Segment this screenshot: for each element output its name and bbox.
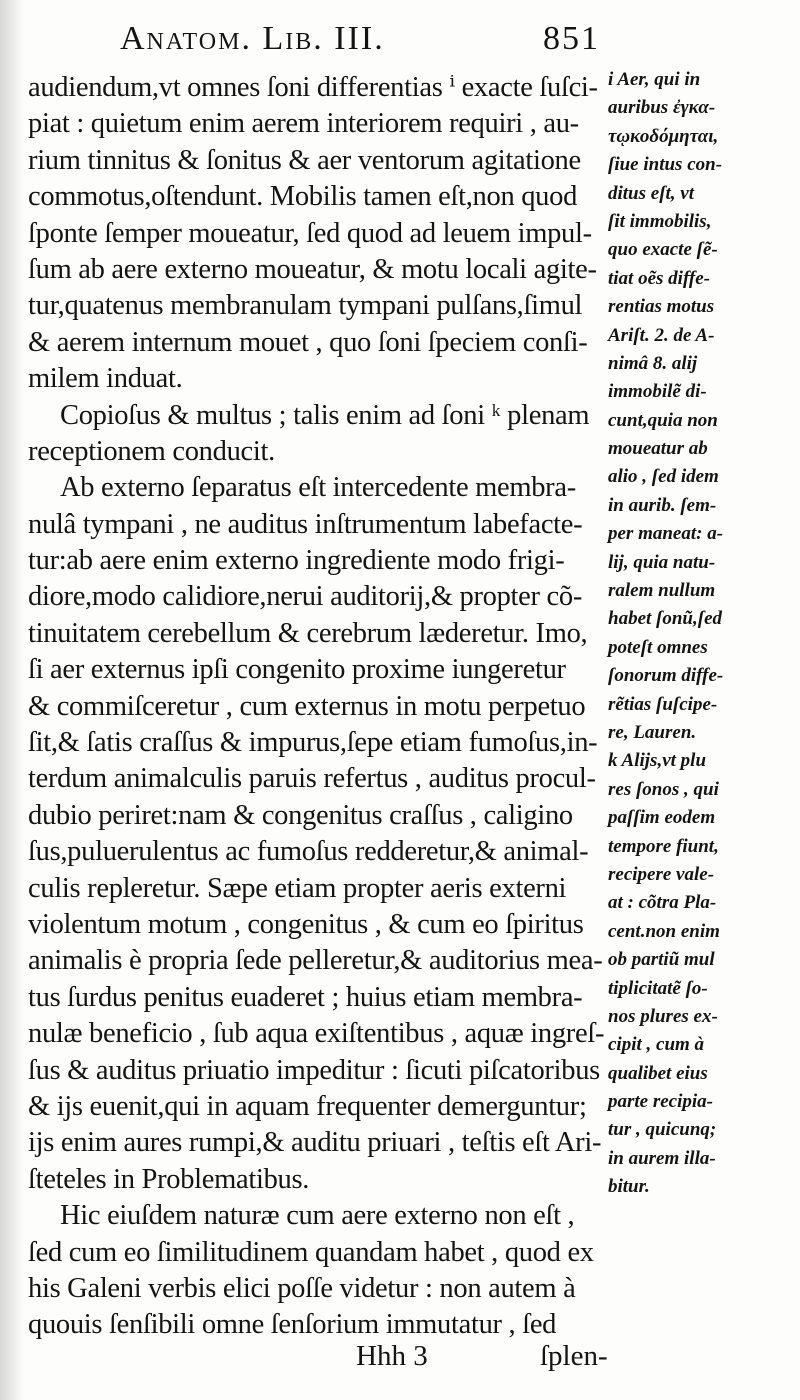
marginal-note-line: tur , quicunq;	[608, 1119, 717, 1141]
text-line: tur:ab aere enim externo ingrediente modo frigi-	[28, 545, 565, 577]
marginal-note-line: cunt,quia non	[608, 409, 718, 431]
marginal-note-line: tiat oẽs diffe-	[608, 267, 711, 289]
text-line: ſum ab aere externo moueatur, & motu locali agite-	[28, 253, 597, 285]
marginal-note-line: per maneat: a-	[608, 523, 724, 545]
text-line: ſus & auditus priuatio impeditur : ſicuti piſcatoribus	[28, 1054, 600, 1086]
page-number: 851	[543, 20, 600, 57]
marginal-note-line: in aurib. ſem-	[608, 494, 717, 516]
marginal-note-line: τῳκοδόμηται,	[608, 125, 719, 147]
text-line: diore,modo calidiore,nerui auditorij,& propter cõ-	[28, 581, 583, 613]
marginal-note-line: recipere vale-	[608, 863, 715, 885]
marginal-note-line: ditus eſt, vt	[608, 182, 695, 204]
text-line: audiendum,vt omnes ſoni differentias ⁱ exacte ſuſci-	[28, 72, 598, 103]
marginal-note-line: poteſt omnes	[608, 636, 708, 658]
text-line: rium tinnitus & ſonitus & aer ventorum agitatione	[28, 144, 581, 176]
page-footer	[340, 1340, 640, 1380]
marginal-note-line: ſit immobilis,	[608, 210, 712, 232]
gutter-shadow	[0, 0, 24, 1400]
text-line: his Galeni verbis elici poſſe videtur : non autem à	[28, 1272, 576, 1304]
text-line: ſit,& ſatis craſſus & impurus,ſepe etiam fumoſus,in-	[28, 727, 598, 759]
marginal-note-line: i Aer, qui in	[608, 69, 701, 90]
marginal-note-line: ob partiũ mul	[608, 949, 715, 971]
marginal-note-line: auribus ἐγκα-	[608, 97, 716, 119]
marginal-note-line: tiplicitatẽ ſo-	[608, 977, 708, 999]
page-header	[120, 20, 600, 70]
marginal-note-line: Ariſt. 2. de A-	[608, 324, 715, 346]
text-line: dubio periret:nam & congenitus craſſus , caligino	[28, 799, 573, 831]
text-line: tur,quatenus membranulam tympani pulſans,ſimul	[28, 290, 583, 322]
text-line: & aerem internum mouet , quo ſoni ſpeciem conſi-	[28, 326, 588, 358]
marginal-note-line: rentias motus	[608, 296, 715, 318]
marginal-note-line: qualibet eius	[608, 1062, 708, 1084]
marginal-note-line: moueatur ab	[608, 438, 708, 460]
text-line: nulæ beneficio , ſub aqua exiſtentibus , aquæ ingreſ-	[28, 1018, 605, 1050]
marginal-note-line: nos plures ex-	[608, 1005, 718, 1027]
signature-mark: Hhh 3	[356, 1340, 428, 1372]
text-line: ſi aer externus ipſi congenito proxime iungeretur	[28, 654, 566, 686]
marginal-note-line: ralem nullum	[608, 580, 716, 602]
marginal-note-line: tempore fiunt,	[608, 835, 719, 857]
text-line: ſus,puluerulentus ac fumoſus redderetur,& animal-	[28, 836, 589, 868]
text-line: quouis ſenſibili omne ſenſorium immutatur , ſed	[28, 1309, 557, 1341]
text-line: receptionem conducit.	[28, 435, 275, 467]
text-line: ſponte ſemper moueatur, ſed quod ad leuem impul-	[28, 217, 592, 249]
marginal-note-line: at : cõtra Pla-	[608, 892, 717, 914]
text-line: ijs enim aures rumpi,& auditu priuari , teſtis eſt Ari-	[28, 1127, 602, 1159]
text-line: terdum animalculis paruis refertus , auditus procul-	[28, 763, 596, 795]
main-text-column	[28, 70, 608, 1344]
marginal-note-line: paſſim eodem	[608, 807, 716, 829]
text-line: nulâ tympani , ne auditus inſtrumentum labefacte-	[28, 508, 583, 540]
marginal-note-line: nimâ 8. alij	[608, 352, 698, 374]
marginal-notes-column	[608, 66, 788, 1202]
text-line: ſteteles in Problematibus.	[28, 1163, 310, 1195]
marginal-note-line: cent.non enim	[608, 920, 720, 942]
text-line: animalis è propria ſede pelleretur,& auditorius mea-	[28, 945, 603, 977]
text-line: piat : quietum enim aerem interiorem requiri , au-	[28, 108, 579, 140]
marginal-note-line: habet ſonũ,ſed	[608, 608, 722, 630]
marginal-note-line: re, Lauren.	[608, 721, 697, 743]
marginal-note-line: in aurem illa-	[608, 1147, 716, 1169]
text-line: & ijs euenit,qui in aquam frequenter demerguntur;	[28, 1090, 587, 1122]
text-line: commotus,oſtendunt. Mobilis tamen eſt,non quod	[28, 181, 578, 213]
text-line: & commiſceretur , cum externus in motu perpetuo	[28, 690, 586, 722]
marginal-note-line: k Alijs,vt plu	[608, 750, 707, 772]
marginal-note-line: ſiue intus con-	[608, 154, 723, 176]
text-line: violentum motum , congenitus , & cum eo ſpiritus	[28, 908, 584, 940]
running-head: Anatom. Lib. III.	[120, 20, 385, 57]
marginal-note-line: cipit , cum à	[608, 1034, 705, 1056]
text-line: Hic eiuſdem naturæ cum aere externo non eſt ,	[60, 1200, 575, 1232]
marginal-note-line: ſonorum diffe-	[608, 665, 724, 687]
text-line: tinuitatem cerebellum & cerebrum læderetur. Imo,	[28, 617, 588, 649]
text-line: milem induat.	[28, 363, 183, 395]
marginal-note-line: bitur.	[608, 1176, 650, 1198]
marginal-note-line: quo exacte ſẽ-	[608, 239, 718, 261]
marginal-note-line: res ſonos , qui	[608, 778, 719, 800]
text-line: ſed cum eo ſimilitudinem quandam habet , quod ex	[28, 1236, 594, 1268]
marginal-note-line: rẽtias ſuſcipe-	[608, 693, 718, 715]
text-line: Ab externo ſeparatus eſt intercedente membra-	[60, 472, 576, 504]
text-line: tus ſurdus penitus euaderet ; huius etiam membra-	[28, 981, 583, 1013]
marginal-note-line: lij, quia natu-	[608, 551, 716, 573]
marginal-note-line: immobilẽ di-	[608, 381, 707, 403]
catchword: ſplen-	[540, 1340, 608, 1372]
marginal-note-line: parte recipia-	[608, 1091, 714, 1113]
text-line: Copioſus & multus ; talis enim ad ſoni ᵏ plenam	[60, 399, 590, 431]
text-line: culis repleretur. Sæpe etiam propter aeris externi	[28, 872, 567, 904]
marginal-note-line: alio , ſed idem	[608, 466, 719, 488]
